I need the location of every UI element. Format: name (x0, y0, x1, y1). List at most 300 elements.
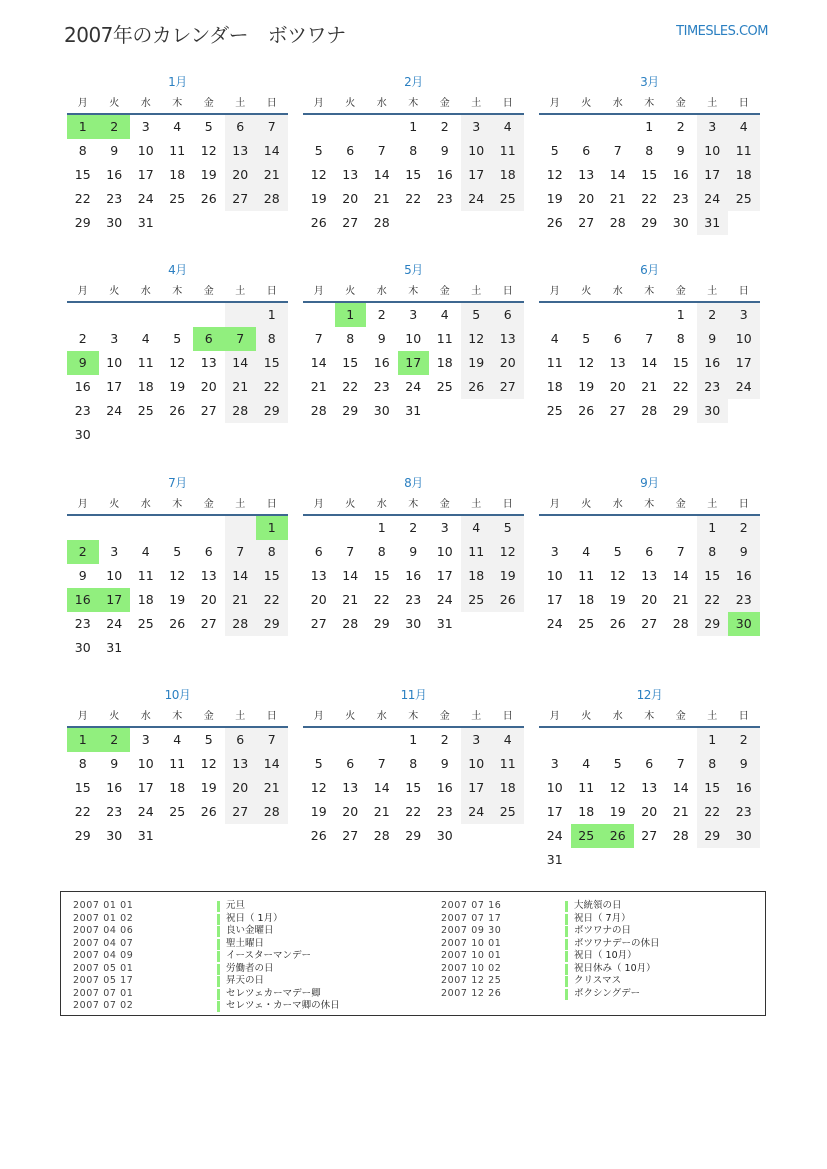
day-cell: 7 (225, 540, 257, 564)
day-cell: 18 (578, 592, 595, 607)
weekday-header (303, 496, 524, 516)
holiday-date: 2007 05 01 (73, 962, 134, 974)
day-cell: 17 (99, 588, 131, 612)
weekday-label: 木 (172, 499, 183, 510)
empty-cell (162, 303, 194, 327)
day-cell: 28 (609, 215, 626, 230)
day-cell: 15 (256, 351, 288, 375)
weekday-label: 土 (235, 499, 246, 510)
holiday-marker (565, 976, 568, 987)
empty-cell (602, 728, 634, 752)
weekday-label: 土 (235, 711, 246, 722)
weekday-label: 金 (439, 711, 450, 722)
day-cell: 16 (436, 780, 453, 795)
holiday-marker (217, 1001, 220, 1012)
holiday-name: セレツェ・カーマ卿の休日 (226, 1000, 340, 1011)
day-cell: 8 (697, 752, 729, 776)
weekday-header (303, 708, 524, 728)
day-cell: 11 (461, 540, 493, 564)
holiday-date: 2007 09 30 (441, 925, 502, 936)
day-cell: 18 (169, 167, 186, 182)
day-cell: 28 (373, 215, 390, 230)
holiday-date: 2007 04 06 (73, 925, 134, 936)
weekday-label: 土 (235, 98, 246, 109)
day-cell: 26 (602, 824, 634, 848)
weekday-label: 月 (313, 711, 324, 722)
day-cell: 20 (641, 804, 658, 819)
day-cell: 1 (409, 732, 418, 747)
day-cell: 20 (225, 163, 257, 187)
day-cell: 16 (74, 379, 91, 394)
weekday-label: 土 (471, 499, 482, 510)
day-grid (539, 728, 760, 872)
day-cell: 3 (550, 544, 559, 559)
day-cell: 4 (440, 307, 449, 322)
day-cell: 12 (461, 327, 493, 351)
empty-cell (99, 303, 131, 327)
day-cell: 6 (193, 327, 225, 351)
day-cell: 5 (204, 119, 213, 134)
weekday-label: 水 (612, 98, 623, 109)
day-cell: 17 (546, 804, 563, 819)
weekday-label: 土 (471, 286, 482, 297)
day-cell: 28 (672, 616, 689, 631)
day-cell: 11 (546, 355, 563, 370)
day-cell: 6 (492, 303, 524, 327)
day-cell: 9 (728, 540, 760, 564)
weekday-label: 木 (408, 711, 419, 722)
weekday-label: 月 (549, 499, 560, 510)
day-cell: 31 (106, 640, 123, 655)
day-cell: 26 (546, 215, 563, 230)
day-cell: 21 (641, 379, 658, 394)
day-cell: 20 (492, 351, 524, 375)
day-cell: 24 (546, 616, 563, 631)
day-cell: 18 (492, 163, 524, 187)
day-cell: 17 (436, 568, 453, 583)
day-cell: 23 (405, 592, 422, 607)
empty-cell (634, 516, 666, 540)
day-cell: 11 (169, 143, 186, 158)
day-cell: 12 (200, 143, 217, 158)
day-cell: 3 (141, 119, 150, 134)
holiday-marker (565, 901, 568, 912)
day-cell: 3 (550, 756, 559, 771)
day-cell: 7 (225, 327, 257, 351)
day-cell: 15 (697, 776, 729, 800)
month-block (67, 73, 288, 235)
day-cell: 28 (672, 828, 689, 843)
day-cell: 11 (578, 568, 595, 583)
weekday-label: 月 (77, 711, 88, 722)
weekday-label: 水 (376, 499, 387, 510)
day-cell: 26 (492, 588, 524, 612)
day-cell: 8 (377, 544, 386, 559)
day-cell: 21 (672, 804, 689, 819)
day-cell: 6 (314, 544, 323, 559)
day-cell: 19 (609, 804, 626, 819)
day-cell: 27 (342, 828, 359, 843)
holiday-marker (217, 989, 220, 1000)
day-cell: 12 (169, 355, 186, 370)
day-cell: 9 (697, 327, 729, 351)
day-cell: 27 (641, 616, 658, 631)
empty-cell (665, 516, 697, 540)
day-cell: 27 (578, 215, 595, 230)
day-cell: 21 (225, 375, 257, 399)
day-cell: 1 (377, 520, 386, 535)
day-cell: 15 (697, 564, 729, 588)
empty-cell (665, 728, 697, 752)
day-cell: 9 (78, 568, 87, 583)
day-cell: 25 (137, 403, 154, 418)
day-cell: 24 (728, 375, 760, 399)
weekday-label: 木 (172, 711, 183, 722)
day-cell: 2 (440, 119, 449, 134)
empty-cell (602, 303, 634, 327)
day-cell: 5 (613, 544, 622, 559)
day-cell: 13 (200, 568, 217, 583)
day-cell: 4 (550, 331, 559, 346)
day-cell: 10 (728, 327, 760, 351)
empty-cell (602, 115, 634, 139)
day-cell: 4 (141, 331, 150, 346)
day-cell: 13 (342, 167, 359, 182)
day-cell: 23 (373, 379, 390, 394)
weekday-label: 火 (109, 98, 120, 109)
weekday-header (67, 95, 288, 115)
month-name: 9月 (640, 476, 659, 490)
day-cell: 11 (492, 752, 524, 776)
day-cell: 10 (137, 756, 154, 771)
day-cell: 27 (200, 616, 217, 631)
day-cell: 22 (697, 588, 729, 612)
empty-cell (539, 516, 571, 540)
weekday-label: 金 (439, 98, 450, 109)
day-cell: 2 (409, 520, 418, 535)
holiday-name: 元旦 (226, 900, 246, 911)
day-cell: 5 (461, 303, 493, 327)
holiday-marker (565, 939, 568, 950)
empty-cell (571, 516, 603, 540)
day-grid (303, 115, 524, 235)
day-cell: 19 (310, 804, 327, 819)
holiday-date: 2007 07 01 (73, 987, 134, 999)
day-cell: 1 (256, 303, 288, 327)
day-cell: 12 (578, 355, 595, 370)
weekday-label: 火 (345, 711, 356, 722)
empty-cell (335, 516, 367, 540)
day-cell: 20 (225, 776, 257, 800)
day-cell: 12 (200, 756, 217, 771)
day-cell: 2 (728, 728, 760, 752)
day-cell: 23 (74, 403, 91, 418)
day-cell: 2 (377, 307, 386, 322)
weekday-label: 水 (376, 286, 387, 297)
weekday-label: 木 (644, 286, 655, 297)
weekday-label: 日 (738, 286, 749, 297)
day-cell: 6 (225, 728, 257, 752)
holiday-marker (565, 926, 568, 937)
empty-cell (303, 516, 335, 540)
weekday-label: 月 (313, 98, 324, 109)
weekday-label: 水 (140, 98, 151, 109)
day-cell: 15 (256, 564, 288, 588)
day-cell: 11 (492, 139, 524, 163)
day-cell: 22 (405, 804, 422, 819)
holiday-name: 大統領の日 (574, 900, 622, 911)
day-cell: 17 (137, 780, 154, 795)
day-cell: 10 (461, 139, 493, 163)
day-cell: 9 (377, 331, 386, 346)
month-block (67, 474, 288, 660)
day-cell: 19 (200, 780, 217, 795)
weekday-label: 水 (140, 711, 151, 722)
day-cell: 29 (373, 616, 390, 631)
day-cell: 20 (578, 191, 595, 206)
day-cell: 6 (613, 331, 622, 346)
empty-cell (539, 728, 571, 752)
day-cell: 17 (398, 351, 430, 375)
day-cell: 30 (106, 215, 123, 230)
day-cell: 17 (461, 776, 493, 800)
day-cell: 14 (672, 568, 689, 583)
day-cell: 10 (697, 139, 729, 163)
day-cell: 13 (310, 568, 327, 583)
month-block (67, 261, 288, 447)
day-cell: 23 (436, 191, 453, 206)
weekday-label: 木 (644, 711, 655, 722)
holiday-date: 2007 04 07 (73, 937, 134, 949)
day-cell: 14 (672, 780, 689, 795)
empty-cell (130, 303, 162, 327)
day-cell: 8 (676, 331, 685, 346)
day-cell: 12 (169, 568, 186, 583)
empty-cell (335, 728, 367, 752)
day-cell: 27 (641, 828, 658, 843)
day-cell: 16 (106, 167, 123, 182)
holiday-date: 2007 04 09 (73, 950, 134, 961)
day-cell: 13 (225, 752, 257, 776)
day-cell: 1 (256, 516, 288, 540)
page-title: 2007年のカレンダー ボツワナ (64, 23, 346, 47)
day-cell: 25 (728, 187, 760, 211)
month-block (539, 73, 760, 235)
day-cell: 29 (697, 824, 729, 848)
weekday-label: 木 (644, 499, 655, 510)
weekday-label: 火 (581, 499, 592, 510)
day-cell: 14 (225, 564, 257, 588)
day-cell: 1 (697, 728, 729, 752)
day-cell: 16 (728, 564, 760, 588)
holiday-date: 2007 12 25 (441, 975, 502, 986)
day-cell: 27 (609, 403, 626, 418)
weekday-label: 水 (612, 711, 623, 722)
day-cell: 27 (310, 616, 327, 631)
weekday-label: 土 (707, 98, 718, 109)
month-block (67, 686, 288, 848)
day-cell: 2 (99, 728, 131, 752)
day-cell: 25 (492, 187, 524, 211)
day-cell: 7 (613, 143, 622, 158)
day-cell: 29 (641, 215, 658, 230)
day-cell: 26 (169, 403, 186, 418)
day-cell: 29 (405, 828, 422, 843)
holiday-name: クリスマス (574, 975, 622, 986)
weekday-label: 日 (266, 286, 277, 297)
holiday-marker (565, 914, 568, 925)
holiday-list (60, 891, 766, 1016)
holiday-marker (217, 914, 220, 925)
day-cell: 13 (342, 780, 359, 795)
day-cell: 2 (67, 540, 99, 564)
day-cell: 29 (256, 399, 288, 423)
day-cell: 12 (310, 167, 327, 182)
day-cell: 10 (137, 143, 154, 158)
day-cell: 17 (106, 379, 123, 394)
day-cell: 23 (106, 804, 123, 819)
holiday-date: 2007 12 26 (441, 987, 502, 999)
day-cell: 5 (204, 732, 213, 747)
day-cell: 25 (546, 403, 563, 418)
day-cell: 27 (225, 187, 257, 211)
day-cell: 14 (256, 139, 288, 163)
day-cell: 3 (141, 732, 150, 747)
day-cell: 5 (492, 516, 524, 540)
weekday-label: 水 (140, 499, 151, 510)
day-cell: 15 (74, 167, 91, 182)
day-cell: 24 (546, 828, 563, 843)
weekday-header (303, 283, 524, 303)
day-cell: 24 (405, 379, 422, 394)
weekday-label: 水 (376, 711, 387, 722)
day-cell: 11 (137, 568, 154, 583)
day-cell: 18 (137, 379, 154, 394)
day-cell: 11 (169, 756, 186, 771)
weekday-label: 木 (408, 499, 419, 510)
day-cell: 17 (728, 351, 760, 375)
day-cell: 16 (106, 780, 123, 795)
empty-cell (366, 115, 398, 139)
day-cell: 18 (578, 804, 595, 819)
day-grid (539, 516, 760, 636)
weekday-header (539, 95, 760, 115)
day-grid (303, 303, 524, 423)
day-cell: 13 (225, 139, 257, 163)
holiday-date: 2007 01 02 (73, 912, 134, 924)
holiday-date: 2007 05 17 (73, 975, 134, 986)
day-cell: 25 (169, 804, 186, 819)
holiday-marker (217, 926, 220, 937)
day-cell: 20 (641, 592, 658, 607)
day-cell: 23 (436, 804, 453, 819)
day-cell: 1 (409, 119, 418, 134)
day-cell: 22 (641, 191, 658, 206)
day-cell: 7 (256, 115, 288, 139)
day-cell: 10 (436, 544, 453, 559)
day-cell: 17 (137, 167, 154, 182)
day-cell: 8 (697, 540, 729, 564)
day-cell: 15 (641, 167, 658, 182)
month-name: 12月 (636, 688, 663, 702)
weekday-label: 月 (77, 286, 88, 297)
month-name: 1月 (168, 75, 187, 89)
day-cell: 5 (314, 756, 323, 771)
month-block (303, 73, 524, 235)
day-cell: 31 (436, 616, 453, 631)
day-cell: 3 (697, 115, 729, 139)
day-cell: 27 (225, 800, 257, 824)
day-cell: 23 (672, 191, 689, 206)
day-cell: 1 (676, 307, 685, 322)
day-cell: 25 (571, 824, 603, 848)
holiday-name: ボツワナデーの休日 (574, 937, 660, 949)
month-name: 3月 (640, 75, 659, 89)
day-cell: 22 (672, 379, 689, 394)
weekday-label: 金 (439, 286, 450, 297)
day-cell: 19 (492, 564, 524, 588)
weekday-label: 月 (77, 98, 88, 109)
day-cell: 28 (225, 612, 257, 636)
site-brand-link[interactable]: TIMESLES.COM (676, 24, 768, 39)
day-cell: 25 (169, 191, 186, 206)
day-cell: 10 (106, 568, 123, 583)
day-cell: 14 (373, 780, 390, 795)
weekday-label: 月 (313, 286, 324, 297)
day-cell: 31 (405, 403, 422, 418)
weekday-label: 金 (203, 711, 214, 722)
day-cell: 24 (106, 403, 123, 418)
day-cell: 3 (110, 331, 119, 346)
holiday-name: 良い金曜日 (226, 925, 274, 936)
holiday-date: 2007 10 01 (441, 950, 502, 961)
day-cell: 26 (169, 616, 186, 631)
day-cell: 4 (492, 728, 524, 752)
day-cell: 13 (578, 167, 595, 182)
weekday-label: 木 (408, 286, 419, 297)
day-cell: 19 (310, 191, 327, 206)
day-cell: 6 (346, 143, 355, 158)
holiday-name: ボクシングデー (574, 987, 641, 999)
month-name: 7月 (168, 476, 187, 490)
holiday-date: 2007 10 02 (441, 962, 502, 974)
day-cell: 30 (728, 612, 760, 636)
day-cell: 4 (173, 732, 182, 747)
day-cell: 5 (314, 143, 323, 158)
weekday-label: 月 (549, 711, 560, 722)
day-cell: 17 (697, 163, 729, 187)
month-name: 2月 (404, 75, 423, 89)
day-cell: 21 (609, 191, 626, 206)
empty-cell (634, 728, 666, 752)
day-cell: 7 (314, 331, 323, 346)
day-cell: 24 (697, 187, 729, 211)
day-cell: 18 (436, 355, 453, 370)
weekday-label: 水 (612, 286, 623, 297)
empty-cell (193, 516, 225, 540)
weekday-label: 金 (675, 499, 686, 510)
weekday-header (67, 496, 288, 516)
empty-cell (130, 516, 162, 540)
day-cell: 24 (436, 592, 453, 607)
weekday-label: 日 (266, 711, 277, 722)
day-cell: 16 (67, 588, 99, 612)
day-cell: 15 (672, 355, 689, 370)
day-cell: 16 (373, 355, 390, 370)
day-cell: 3 (461, 115, 493, 139)
holiday-marker (565, 964, 568, 975)
day-cell: 7 (676, 544, 685, 559)
